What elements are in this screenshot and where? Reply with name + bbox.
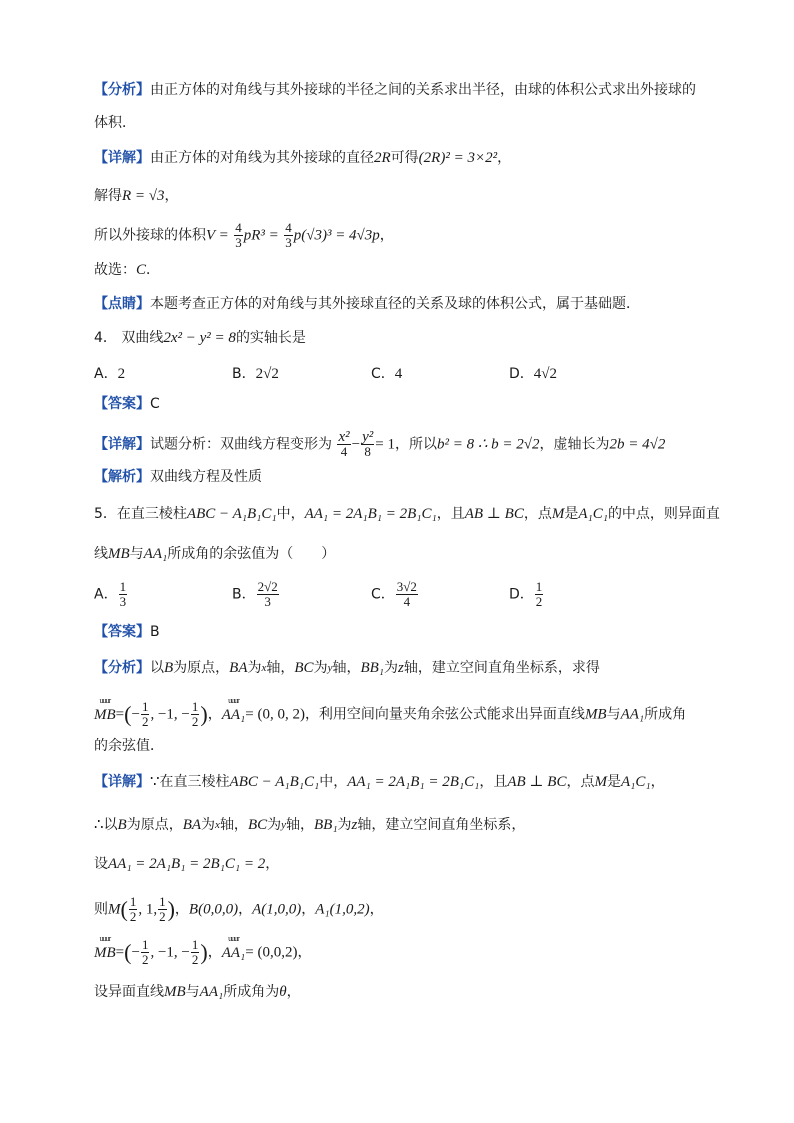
frac-den: 4 <box>340 444 348 459</box>
choose-value: C <box>136 262 147 278</box>
punct: ， <box>497 150 512 166</box>
frac-den: 2 <box>159 909 166 924</box>
math-expr: = (0, 0, 2) <box>245 706 305 723</box>
detail-text: 在直三棱柱 <box>159 774 230 790</box>
analysis-text: 为 <box>313 660 328 676</box>
math-y: y <box>327 662 333 674</box>
detail-text: 所成角为 <box>223 984 280 1000</box>
volume-label: 所以外接球的体积 <box>94 227 206 244</box>
math-segment: A₁C₁ <box>578 506 608 522</box>
math-expr: , −1, − <box>150 706 190 723</box>
q5-option-b[interactable] <box>232 580 280 609</box>
stem-text: 所成角的余弦值为（ ） <box>167 546 336 562</box>
detail-text: 设 <box>94 856 108 872</box>
fraction <box>129 895 138 924</box>
vector-arrow: uuur <box>228 933 239 943</box>
option-label: C． <box>371 586 395 603</box>
punct: ， <box>238 901 253 918</box>
paren-close: ) <box>200 939 208 965</box>
therefore-symbol: ∴ <box>94 817 104 833</box>
q4-option-c[interactable] <box>371 364 402 384</box>
frac-num: 1 <box>191 937 199 952</box>
q5-option-d[interactable] <box>509 580 544 609</box>
q4-stem <box>94 328 306 348</box>
vector-arrow: uuur <box>99 933 111 943</box>
frac-den: 3 <box>119 594 127 609</box>
math-y: y <box>281 819 286 831</box>
detail-text: 为原点， <box>126 817 183 833</box>
fraction <box>337 430 350 459</box>
q4-option-a[interactable] <box>94 364 125 384</box>
math-prism: ABC − A₁B₁C₁ <box>229 774 320 790</box>
analysis-text: 轴， <box>332 660 361 676</box>
q3-analysis-line-1 <box>94 80 696 100</box>
q5-stem-line-2 <box>94 544 335 564</box>
question-number: 5． <box>94 506 117 522</box>
paren-open: ( <box>120 896 128 922</box>
analysis-text: 以 <box>150 660 164 676</box>
stem-text: 中， <box>276 506 305 522</box>
punct: ， <box>301 901 316 918</box>
vector-arrow: uuur <box>228 695 239 705</box>
math-BA: BA <box>182 817 202 833</box>
math-BA: BA <box>229 660 248 676</box>
math-B: B <box>117 817 127 833</box>
detail-text: 以 <box>103 817 118 833</box>
punct: ， <box>297 944 312 961</box>
comment-text: 本题考查正方体的对角线与其外接球直径的关系及球的体积公式，属于基础题． <box>150 296 640 312</box>
option-value: 2√2 <box>255 366 279 382</box>
frac-num: 2√2 <box>257 579 278 594</box>
math-z: z <box>351 817 358 833</box>
comment-tag: 【点睛】 <box>94 296 150 312</box>
frac-num: 1 <box>129 894 137 909</box>
math-2R: 2R <box>374 150 391 166</box>
q4-analysis <box>94 467 262 487</box>
math-theta: θ <box>279 984 287 1000</box>
fraction <box>141 700 150 729</box>
option-label: C． <box>371 366 395 382</box>
math-B: B <box>164 660 174 676</box>
frac-num: 4 <box>235 220 242 235</box>
math-expr: p(√3)³ = 4√3p <box>293 227 380 244</box>
answer-tag: 【答案】 <box>94 624 150 640</box>
because-symbol: ∵ <box>150 774 160 790</box>
frac-num: 1 <box>535 579 543 594</box>
fraction <box>191 700 200 729</box>
analysis-text: 的余弦值． <box>94 738 164 754</box>
math-equation: 2x² − y² = 8 <box>163 330 236 346</box>
math-perp: AB ⊥ BC <box>507 774 567 790</box>
math-M: M <box>594 774 607 790</box>
stem-text: 是 <box>564 506 579 522</box>
vector-AA1 <box>221 933 246 963</box>
math-BC: BC <box>294 660 314 676</box>
math-BB1: BB₁ <box>360 660 384 676</box>
detail-tag: 【详解】 <box>94 150 150 166</box>
math-op: = <box>115 706 125 723</box>
math-AA1: AA₁ <box>143 546 168 562</box>
fraction <box>141 938 150 967</box>
vector-MB <box>94 933 116 963</box>
analysis-tag: 【分析】 <box>94 660 150 676</box>
math-M: M <box>551 506 565 522</box>
punct: ， <box>379 227 394 244</box>
q5-angle-line <box>94 982 301 1002</box>
math-op: − <box>351 436 361 453</box>
frac-num: 1 <box>159 894 166 909</box>
option-label: B． <box>232 366 256 382</box>
q5-set-line <box>94 854 279 874</box>
stem-text: 与 <box>129 546 144 562</box>
analysis-text: 为原点， <box>173 660 230 676</box>
question-number: 4． <box>94 330 117 346</box>
detail-text: 轴， <box>219 817 248 833</box>
analysis-text: ，利用空间向量夹角余弦公式能求出异面直线 <box>304 706 585 723</box>
q5-answer <box>94 622 160 642</box>
fraction <box>234 221 243 250</box>
frac-den: 2 <box>535 594 543 609</box>
punct: ， <box>174 901 189 918</box>
stem-text: 的中点，则异面直 <box>607 506 720 522</box>
analysis-text: 体积． <box>94 115 136 131</box>
option-label: B． <box>232 586 256 603</box>
punct: ， <box>369 901 384 918</box>
math-expr: = 1 <box>375 436 395 453</box>
q5-analysis-line-1 <box>94 658 600 678</box>
detail-tag: 【详解】 <box>94 436 150 453</box>
punct: ， <box>265 856 280 872</box>
vector-arrow: uuur <box>99 695 111 705</box>
fraction <box>361 430 374 459</box>
stem-text: 线 <box>94 546 108 562</box>
frac-den: 2 <box>129 909 137 924</box>
vector-AA1 <box>221 695 246 725</box>
math-expr: 2b = 4√2 <box>609 436 666 453</box>
math-expr: pR³ = <box>243 227 279 244</box>
vector-label: AA₁ <box>221 944 246 961</box>
detail-text: ，且 <box>479 774 508 790</box>
paren-close: ) <box>200 701 208 727</box>
math-expr: , 1, <box>138 901 158 918</box>
fraction <box>396 580 418 609</box>
q3-solve-line <box>94 186 179 206</box>
fraction <box>284 221 293 250</box>
math-op: − <box>131 944 140 961</box>
vector-label: MB <box>94 706 116 723</box>
choose-label: 故选： <box>94 262 136 278</box>
frac-den: 8 <box>364 444 371 459</box>
punct: ， <box>164 188 179 204</box>
option-label: A． <box>94 366 118 382</box>
detail-text: 设异面直线 <box>94 984 164 1000</box>
q4-option-b[interactable] <box>232 364 279 384</box>
q5-option-c[interactable] <box>371 580 419 609</box>
detail-text: ，所以 <box>394 436 437 453</box>
option-value: 4 <box>394 366 403 382</box>
q3-comment-line <box>94 294 640 314</box>
math-BC: BC <box>247 817 268 833</box>
paren-open: ( <box>124 939 132 965</box>
frac-den: 3 <box>285 235 292 250</box>
detail-text: 为 <box>267 817 282 833</box>
analysis-text: 轴， <box>266 660 295 676</box>
q4-detail <box>94 430 665 459</box>
math-expr: b² = 8 ∴ b = 2√2 <box>436 436 540 453</box>
fraction <box>158 895 167 924</box>
frac-den: 3 <box>235 235 242 250</box>
detail-text: 为 <box>201 817 216 833</box>
math-z: z <box>398 660 404 676</box>
frac-num: 1 <box>141 937 149 952</box>
math-perp: AB ⊥ BC <box>464 506 524 522</box>
q5-vectors-line <box>94 933 312 967</box>
paren-close: ) <box>167 896 175 922</box>
q5-coords-line <box>94 895 384 924</box>
analysis-tag: 【分析】 <box>94 82 150 98</box>
fraction <box>257 580 279 609</box>
frac-den: 2 <box>141 714 149 729</box>
math-AA1: AA₁ <box>620 706 645 723</box>
frac-num: 4 <box>285 220 292 235</box>
math-equation: R = √3 <box>122 188 165 204</box>
punct: ． <box>146 262 161 278</box>
math-BB1: BB₁ <box>314 817 338 833</box>
point-A1: A₁(1,0,2) <box>315 901 370 918</box>
math-op: − <box>131 706 140 723</box>
math-expr: , −1, − <box>150 944 190 961</box>
stem-text: 的实轴长是 <box>235 330 306 346</box>
frac-num: 1 <box>119 579 127 594</box>
q3-choose-line <box>94 260 160 280</box>
q5-analysis-vectors: uuur MB=(− $\frac{1}{2}$ , −1, − $\frac{1}{2}$ )， uuur AA₁= (0, 0, 2)，利用空间向量夹角余弦公式能求出异面直线MB与AA₁所成角 <box>94 695 687 729</box>
detail-text: 与 <box>185 984 200 1000</box>
frac-num: x² <box>338 429 350 445</box>
punct: ， <box>207 944 222 961</box>
q5-detail-line-1 <box>94 772 665 792</box>
math-AA1: AA₁ <box>199 984 224 1000</box>
math-op: = <box>115 944 125 961</box>
math-MB: MB <box>584 706 607 723</box>
math-equation: AA₁ = 2A₁B₁ = 2B₁C₁ = 2 <box>108 856 266 872</box>
math-x: x <box>215 819 220 831</box>
math-condition: AA₁ = 2A₁B₁ = 2B₁C₁ <box>347 774 480 790</box>
frac-num: 1 <box>141 699 149 714</box>
detail-text: 轴，建立空间直角坐标系， <box>357 817 526 833</box>
paren-open: ( <box>124 701 132 727</box>
math-equation: (2R)² = 3×2² <box>418 150 498 166</box>
option-label: A． <box>94 586 118 603</box>
fraction <box>535 580 544 609</box>
vector-label: MB <box>94 944 116 961</box>
math-M: M <box>108 901 121 918</box>
answer-value: B <box>150 624 160 640</box>
fraction <box>119 580 128 609</box>
q4-option-d[interactable] <box>509 364 557 384</box>
frac-den: 2 <box>191 952 199 967</box>
stem-text: 双曲线 <box>121 330 164 346</box>
vector-MB <box>94 695 116 725</box>
option-value: 4√2 <box>533 366 558 382</box>
detail-text: 试题分析：双曲线方程变形为 <box>150 436 332 453</box>
q3-analysis-line-2 <box>94 113 136 133</box>
detail-text: 由正方体的对角线为其外接球的直径 <box>150 150 374 166</box>
frac-num: 1 <box>191 699 199 714</box>
math-x: x <box>261 662 267 674</box>
point-A: A(1,0,0) <box>252 901 302 918</box>
analysis-tag: 【解析】 <box>94 469 150 485</box>
q5-detail-line-2 <box>94 815 525 835</box>
detail-tag: 【详解】 <box>94 774 150 790</box>
math-expr: = (0,0,2) <box>245 944 298 961</box>
frac-den: 2 <box>191 714 199 729</box>
option-label: D． <box>509 586 534 603</box>
q5-option-a[interactable] <box>94 580 128 609</box>
math-MB: MB <box>164 984 186 1000</box>
answer-tag: 【答案】 <box>94 396 150 412</box>
detail-text: 可得 <box>390 150 419 166</box>
analysis-text: 所成角 <box>644 706 687 723</box>
q5-stem-line-1 <box>94 504 720 524</box>
q3-volume-line <box>94 221 394 250</box>
detail-text: 是 <box>606 774 621 790</box>
solve-label: 解得 <box>94 188 122 204</box>
analysis-text: 双曲线方程及性质 <box>150 469 262 485</box>
analysis-text: 轴，建立空间直角坐标系，求得 <box>403 660 600 676</box>
math-segment: A₁C₁ <box>620 774 651 790</box>
math-MB: MB <box>108 546 130 562</box>
math-V: V = <box>206 227 229 244</box>
option-label: D． <box>509 366 534 382</box>
frac-num: 3√2 <box>396 579 417 594</box>
answer-value: C <box>150 396 160 412</box>
punct: ， <box>650 774 665 790</box>
detail-text: 则 <box>94 901 108 918</box>
punct: ， <box>286 984 301 1000</box>
analysis-text: 由正方体的对角线与其外接球的半径之间的关系求出半径，由球的体积公式求出外接球的 <box>150 82 696 98</box>
q5-analysis-line-3 <box>94 736 164 756</box>
analysis-text: 为 <box>247 660 262 676</box>
stem-text: 在直三棱柱 <box>116 506 187 522</box>
fraction <box>191 938 200 967</box>
stem-text: ，点 <box>523 506 552 522</box>
frac-den: 2 <box>141 952 149 967</box>
frac-den: 4 <box>403 594 411 609</box>
analysis-text: 与 <box>606 706 621 723</box>
point-B: B(0,0,0) <box>188 901 239 918</box>
math-condition: AA₁ = 2A₁B₁ = 2B₁C₁ <box>304 506 437 522</box>
frac-den: 3 <box>264 594 271 609</box>
math-prism: ABC − A₁B₁C₁ <box>186 506 277 522</box>
detail-text: 中， <box>319 774 348 790</box>
analysis-text: 为 <box>384 660 398 676</box>
detail-text: 轴， <box>286 817 314 833</box>
frac-num: y² <box>362 429 374 445</box>
q4-answer <box>94 394 160 414</box>
detail-text: ，虚轴长为 <box>539 436 610 453</box>
detail-text: 为 <box>337 817 352 833</box>
vector-label: AA₁ <box>221 706 246 723</box>
stem-text: ，且 <box>436 506 465 522</box>
detail-text: ，点 <box>566 774 595 790</box>
option-value: 2 <box>117 366 126 382</box>
q3-detail-line <box>94 148 511 168</box>
